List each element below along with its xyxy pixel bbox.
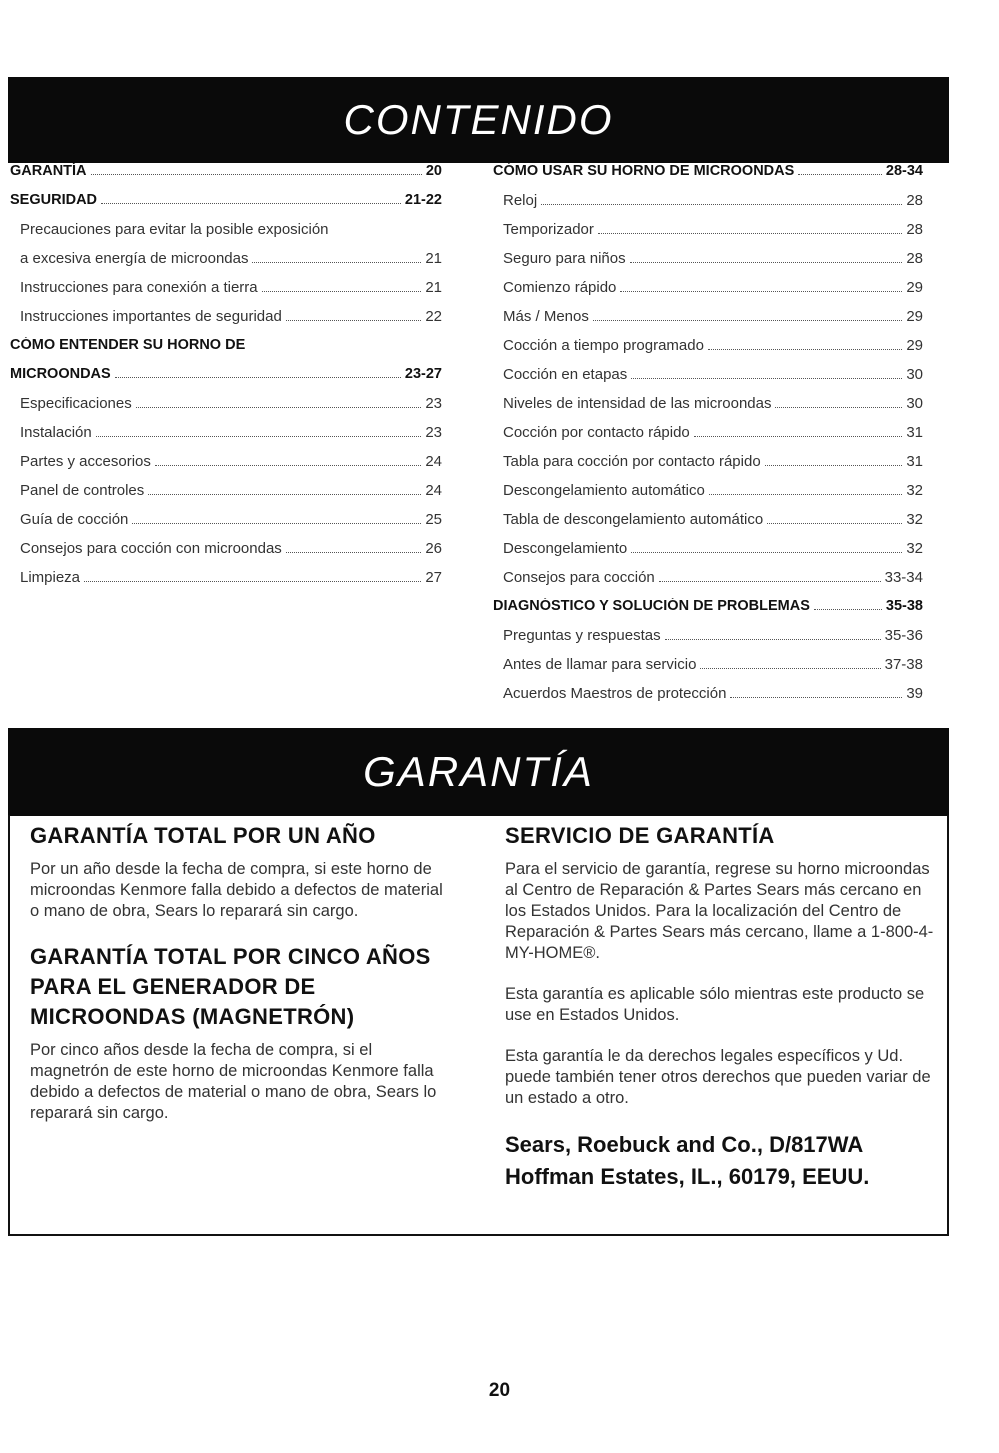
toc-dot-leader bbox=[700, 658, 880, 670]
toc-entry bbox=[10, 569, 442, 598]
warranty-box bbox=[8, 815, 949, 1236]
toc-entry-title: Limpieza bbox=[20, 569, 81, 586]
toc-entry-title: Acuerdos Maestros de protección bbox=[503, 685, 727, 702]
toc-entry bbox=[10, 308, 442, 337]
toc-entry bbox=[10, 279, 442, 308]
toc-entry bbox=[493, 424, 923, 453]
toc-entry-page: 23 bbox=[425, 395, 442, 412]
toc-dot-leader bbox=[765, 455, 903, 467]
toc-entry-page: 28 bbox=[906, 221, 923, 238]
toc-entry bbox=[493, 453, 923, 482]
toc-entry bbox=[10, 221, 442, 250]
sears-address-line1: Sears, Roebuck and Co., D/817WA bbox=[505, 1132, 864, 1157]
toc-entry-title: Instrucciones para conexión a tierra bbox=[20, 279, 258, 296]
toc-entry-page: 27 bbox=[425, 569, 442, 586]
toc-entry bbox=[493, 163, 923, 192]
contents-banner-title: CONTENIDO bbox=[343, 96, 614, 143]
toc-dot-leader bbox=[155, 455, 421, 467]
toc-entry-title: Reloj bbox=[503, 192, 538, 209]
toc-entry-page: 23 bbox=[425, 424, 442, 441]
toc-dot-leader bbox=[631, 368, 902, 380]
toc-dot-leader bbox=[132, 513, 421, 525]
toc-entry-page: 28 bbox=[906, 250, 923, 267]
toc-entry-page: 20 bbox=[425, 163, 442, 179]
contents-banner bbox=[8, 77, 949, 163]
five-year-warranty-text: Por cinco años desde la fecha de compra, si el magnetrón de este horno de microondas Kenmore falla debido a defectos de material o mano de obra, Sears lo reparará sin cargo. bbox=[30, 1041, 437, 1122]
toc-entry-title: Consejos para cocción con microondas bbox=[20, 540, 282, 557]
toc-entry-title: a excesiva energía de microondas bbox=[20, 250, 249, 267]
toc-entry bbox=[493, 598, 923, 627]
toc-dot-leader bbox=[709, 484, 903, 496]
toc-entry-title: Comienzo rápido bbox=[503, 279, 617, 296]
toc-entry bbox=[493, 482, 923, 511]
toc-entry-title: Descongelamiento automático bbox=[503, 482, 705, 499]
toc-dot-leader bbox=[694, 426, 903, 438]
toc-entry-page: 22 bbox=[425, 308, 442, 325]
toc-dot-leader bbox=[286, 542, 422, 554]
sears-address bbox=[505, 1129, 935, 1193]
toc-entry-title: SEGURIDAD bbox=[10, 192, 98, 208]
warranty-usa-only-text: Esta garantía es aplicable sólo mientras este producto se use en Estados Unidos. bbox=[505, 985, 925, 1024]
toc-entry bbox=[10, 163, 442, 192]
toc-entry-title: GARANTÍA bbox=[10, 163, 87, 179]
one-year-warranty-heading: GARANTÍA TOTAL POR UN AÑO bbox=[30, 823, 376, 848]
toc-entry-title: Cocción en etapas bbox=[503, 366, 628, 383]
toc-entry bbox=[10, 337, 442, 366]
toc-entry-page: 21-22 bbox=[404, 192, 442, 208]
toc-entry-page: 29 bbox=[906, 279, 923, 296]
toc-entry-page: 33-34 bbox=[884, 569, 923, 586]
toc-dot-leader bbox=[775, 397, 902, 409]
toc-entry bbox=[10, 395, 442, 424]
toc-entry-title: Instalación bbox=[20, 424, 92, 441]
toc-dot-leader bbox=[286, 310, 422, 322]
one-year-warranty-text: Por un año desde la fecha de compra, si este horno de microondas Kenmore falla debido a defectos de material o mano de obra, Sears lo reparará sin cargo. bbox=[30, 860, 443, 920]
toc-entry-title: Niveles de intensidad de las microondas bbox=[503, 395, 772, 412]
toc-dot-leader bbox=[148, 484, 421, 496]
toc-entry bbox=[493, 627, 923, 656]
toc-dot-leader bbox=[101, 193, 401, 204]
toc-dot-leader bbox=[598, 223, 902, 235]
toc-entry-page: 24 bbox=[425, 453, 442, 470]
sears-address-line2: Hoffman Estates, IL., 60179, EEUU. bbox=[505, 1164, 870, 1189]
toc-entry bbox=[493, 569, 923, 598]
toc-dot-leader bbox=[252, 252, 421, 264]
toc-entry-page: 32 bbox=[906, 482, 923, 499]
toc-entry bbox=[493, 685, 923, 714]
toc-entry-page: 26 bbox=[425, 540, 442, 557]
toc-entry-page: 23-27 bbox=[404, 366, 442, 382]
toc-dot-leader bbox=[96, 426, 422, 438]
five-year-warranty-heading: GARANTÍA TOTAL POR CINCO AÑOS PARA EL GENERADOR DE MICROONDAS (MAGNETRÓN) bbox=[30, 944, 431, 1029]
toc-entry-page: 30 bbox=[906, 395, 923, 412]
toc-entry bbox=[493, 221, 923, 250]
toc-entry-page: 32 bbox=[906, 511, 923, 528]
toc-entry-title: Guía de cocción bbox=[20, 511, 129, 528]
toc-entry-title: Temporizador bbox=[503, 221, 594, 238]
toc-dot-leader bbox=[631, 542, 902, 554]
warranty-left-column bbox=[30, 821, 450, 1144]
toc-entry-title: Tabla de descongelamiento automático bbox=[503, 511, 764, 528]
toc-entry-page: 29 bbox=[906, 308, 923, 325]
toc-entry bbox=[10, 192, 442, 221]
toc-entry bbox=[493, 337, 923, 366]
toc-right-column bbox=[493, 163, 923, 714]
toc-entry-page: 39 bbox=[906, 685, 923, 702]
toc-entry-title: Descongelamiento bbox=[503, 540, 628, 557]
toc-entry-page: 24 bbox=[425, 482, 442, 499]
toc-entry bbox=[493, 366, 923, 395]
toc-dot-leader bbox=[91, 164, 422, 175]
toc-entry-title: Instrucciones importantes de seguridad bbox=[20, 308, 282, 325]
toc-dot-leader bbox=[665, 629, 881, 641]
toc-entry-title: CÓMO ENTENDER SU HORNO DE bbox=[10, 337, 246, 353]
toc-entry-title: Consejos para cocción bbox=[503, 569, 655, 586]
toc-entry bbox=[10, 424, 442, 453]
toc-entry-page: 29 bbox=[906, 337, 923, 354]
toc-entry bbox=[493, 395, 923, 424]
warranty-service-heading: SERVICIO DE GARANTÍA bbox=[505, 823, 775, 848]
warranty-banner bbox=[8, 728, 949, 816]
toc-dot-leader bbox=[814, 599, 882, 610]
toc-entry bbox=[493, 308, 923, 337]
toc-entry-title: CÓMO USAR SU HORNO DE MICROONDAS bbox=[493, 163, 795, 179]
warranty-legal-rights-text: Esta garantía le da derechos legales específicos y Ud. puede también tener otros derechos que pueden variar de un estado a otro. bbox=[505, 1047, 931, 1107]
toc-dot-leader bbox=[115, 367, 401, 378]
toc-entry bbox=[493, 250, 923, 279]
toc-entry bbox=[493, 511, 923, 540]
toc-dot-leader bbox=[630, 252, 903, 264]
toc-entry-page: 25 bbox=[425, 511, 442, 528]
toc-left-column bbox=[10, 163, 442, 598]
toc-dot-leader bbox=[262, 281, 422, 293]
page-number: 20 bbox=[488, 1380, 511, 1401]
toc-entry bbox=[10, 453, 442, 482]
warranty-right-column bbox=[505, 821, 935, 1193]
toc-entry-page: 21 bbox=[425, 250, 442, 267]
toc-entry-page: 28-34 bbox=[885, 163, 923, 179]
toc-entry-title: DIAGNÓSTICO Y SOLUCIÓN DE PROBLEMAS bbox=[493, 598, 810, 614]
toc-entry-title: Especificaciones bbox=[20, 395, 132, 412]
toc-entry-page: 32 bbox=[906, 540, 923, 557]
toc-dot-leader bbox=[620, 281, 902, 293]
toc-entry bbox=[493, 540, 923, 569]
toc-entry-title: Más / Menos bbox=[503, 308, 589, 325]
toc-dot-leader bbox=[730, 687, 902, 699]
toc-dot-leader bbox=[798, 164, 882, 175]
toc-dot-leader bbox=[84, 571, 421, 583]
toc-dot-leader bbox=[767, 513, 902, 525]
toc-entry bbox=[10, 250, 442, 279]
toc-entry bbox=[493, 279, 923, 308]
toc-entry-title: Tabla para cocción por contacto rápido bbox=[503, 453, 761, 470]
toc-entry-page: 31 bbox=[906, 424, 923, 441]
warranty-banner-title: GARANTÍA bbox=[363, 748, 594, 795]
toc-entry-title: Cocción por contacto rápido bbox=[503, 424, 690, 441]
toc-entry bbox=[10, 366, 442, 395]
toc-entry-title: Preguntas y respuestas bbox=[503, 627, 661, 644]
toc-entry-title: MICROONDAS bbox=[10, 366, 111, 382]
toc-entry-page: 21 bbox=[425, 279, 442, 296]
toc-entry bbox=[493, 656, 923, 685]
toc-entry-page: 31 bbox=[906, 453, 923, 470]
toc-dot-leader bbox=[659, 571, 881, 583]
toc-entry-title: Cocción a tiempo programado bbox=[503, 337, 704, 354]
toc-dot-leader bbox=[708, 339, 902, 351]
toc-entry-page: 28 bbox=[906, 192, 923, 209]
toc-entry-page: 37-38 bbox=[884, 656, 923, 673]
toc-entry bbox=[10, 511, 442, 540]
toc-entry bbox=[10, 482, 442, 511]
toc-entry-title: Seguro para niños bbox=[503, 250, 626, 267]
toc-entry-page: 35-36 bbox=[884, 627, 923, 644]
toc-dot-leader bbox=[541, 194, 902, 206]
toc-entry-title: Precauciones para evitar la posible exposición bbox=[20, 221, 329, 238]
toc-entry-title: Partes y accesorios bbox=[20, 453, 151, 470]
toc-entry-page: 30 bbox=[906, 366, 923, 383]
toc-entry-page: 35-38 bbox=[885, 598, 923, 614]
toc-entry bbox=[10, 540, 442, 569]
warranty-service-text: Para el servicio de garantía, regrese su horno microondas al Centro de Reparación & Partes Sears más cercano en los Estados Unidos. Para la localización del Centro de Reparación & Partes Sears más cercano, llame a 1-800-4-MY-HOME®. bbox=[505, 860, 934, 962]
toc-entry-title: Antes de llamar para servicio bbox=[503, 656, 697, 673]
toc-dot-leader bbox=[593, 310, 902, 322]
toc-dot-leader bbox=[136, 397, 422, 409]
toc-entry bbox=[493, 192, 923, 221]
toc-entry-title: Panel de controles bbox=[20, 482, 145, 499]
